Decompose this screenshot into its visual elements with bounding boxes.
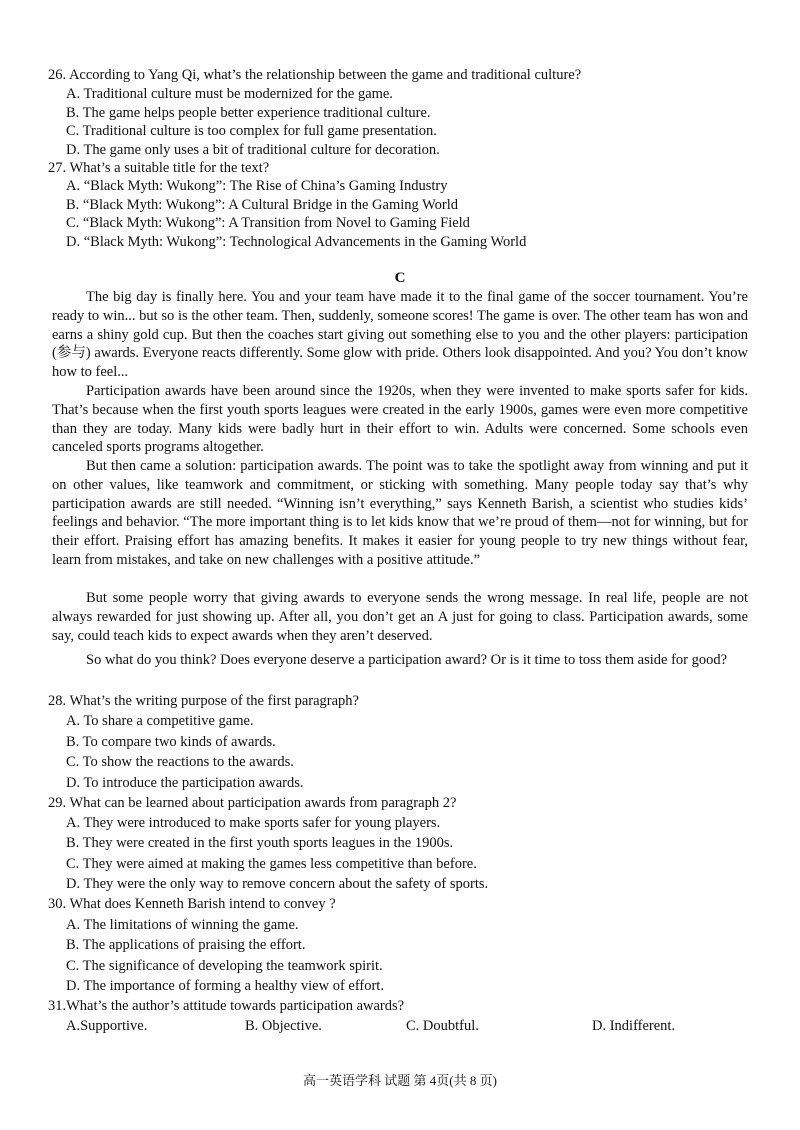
section-c-heading: C <box>394 270 406 286</box>
passage-paragraph-4: But some people worry that giving awards to everyone sends the wrong message. In real life, people are not always rewarded for just showing up. After all, you don’t get an A just for going to class. Participation awards, some say, could teach kids to expect awards when they aren’t deserved. <box>52 590 748 644</box>
question-31-option-b: B. Objective. <box>245 1018 322 1034</box>
question-29-option-a: A. They were introduced to make sports safer for young players. <box>66 815 441 831</box>
question-27-option-b: B. “Black Myth: Wukong”: A Cultural Bridge in the Gaming World <box>66 197 458 213</box>
question-28-option-d: D. To introduce the participation awards. <box>66 775 304 791</box>
question-26-option-b: B. The game helps people better experience traditional culture. <box>66 105 431 121</box>
question-28-option-c: C. To show the reactions to the awards. <box>66 754 294 770</box>
question-26-option-c: C. Traditional culture is too complex for full game presentation. <box>66 123 437 139</box>
passage-paragraph-1: The big day is finally here. You and your team have made it to the final game of the soccer tournament. You’re ready to win... but so is the other team. Then, suddenly, someone scores! The game is over. The other team has won and earns a shiny gold cup. But then the coaches start giving out something else to you and the other players: participation (参与) awards. Everyone reacts differently. Some glow with pride. Others look disappointed. And you? You don’t know how to feel... <box>52 289 748 381</box>
question-30-stem: 30. What does Kenneth Barish intend to convey ? <box>48 896 336 912</box>
question-29-option-c: C. They were aimed at making the games less competitive than before. <box>66 856 477 872</box>
passage-paragraph-2: Participation awards have been around since the 1920s, when they were invented to make sports safer for kids. That’s because when the first youth sports leagues were created in the early 1900s, games were even more competitive than they are today. Many kids were badly hurt in their effort to win. Adults were concerned. Some schools even canceled sports programs altogether. <box>52 383 748 456</box>
question-30-option-c: C. The significance of developing the teamwork spirit. <box>66 958 383 974</box>
question-29-option-b: B. They were created in the first youth sports leagues in the 1900s. <box>66 835 454 851</box>
question-27-stem: 27. What’s a suitable title for the text? <box>48 160 270 176</box>
question-30-option-d: D. The importance of forming a healthy view of effort. <box>66 978 384 994</box>
question-31-stem: 31.What’s the author’s attitude towards participation awards? <box>48 998 405 1014</box>
question-26-option-a: A. Traditional culture must be modernized for the game. <box>66 86 393 102</box>
question-26-option-d: D. The game only uses a bit of traditional culture for decoration. <box>66 142 440 158</box>
question-30-option-a: A. The limitations of winning the game. <box>66 917 299 933</box>
question-28-option-b: B. To compare two kinds of awards. <box>66 734 276 750</box>
question-27-option-a: A. “Black Myth: Wukong”: The Rise of China’s Gaming Industry <box>66 178 448 194</box>
question-27-option-c: C. “Black Myth: Wukong”: A Transition from Novel to Gaming Field <box>66 215 470 231</box>
passage-paragraph-3: But then came a solution: participation awards. The point was to take the spotlight away from winning and put it on other values, like teamwork and commitment, or sticking with something. Many people today say that’s why participation awards are still needed. “Winning isn’t everything,” says Kenneth Barish, a scientist who studies kids’ feelings and behavior. “The more important thing is to let kids know that we’re proud of them—not for winning, but for their effort. Praising effort has amazing benefits. It makes it easier for young people to try new things without fear, learn from mistakes, and take on new challenges with a positive attitude.” <box>52 458 748 568</box>
passage-paragraph-5: So what do you think? Does everyone deserve a participation award? Or is it time to toss them aside for good? <box>86 652 728 668</box>
page-footer: 高一英语学科 试题 第 4页(共 8 页) <box>303 1073 497 1088</box>
question-27-option-d: D. “Black Myth: Wukong”: Technological Advancements in the Gaming World <box>66 234 527 250</box>
question-28-stem: 28. What’s the writing purpose of the first paragraph? <box>48 693 359 709</box>
question-29-option-d: D. They were the only way to remove concern about the safety of sports. <box>66 876 489 892</box>
question-31-option-d: D. Indifferent. <box>592 1018 676 1034</box>
question-31-option-c: C. Doubtful. <box>406 1018 479 1034</box>
question-28-option-a: A. To share a competitive game. <box>66 713 254 729</box>
question-31-option-a: A.Supportive. <box>66 1018 148 1034</box>
question-30-option-b: B. The applications of praising the effort. <box>66 937 306 953</box>
question-29-stem: 29. What can be learned about participation awards from paragraph 2? <box>48 795 457 811</box>
question-26-stem: 26. According to Yang Qi, what’s the relationship between the game and traditional culture? <box>48 67 582 83</box>
